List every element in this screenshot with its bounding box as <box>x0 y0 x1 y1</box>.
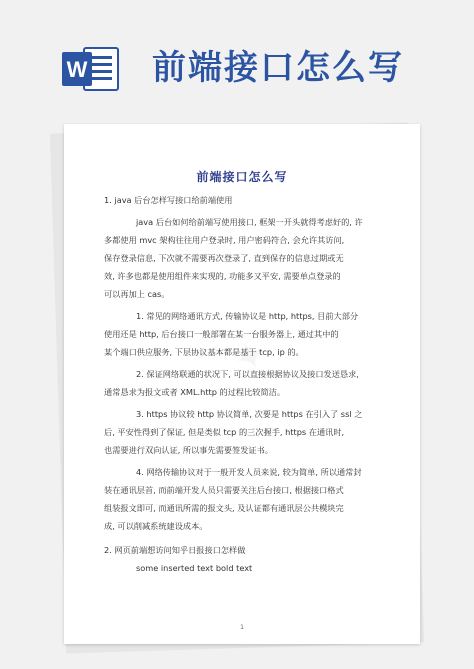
banner-title: 前端接口怎么写 <box>152 48 404 88</box>
paragraph-line: 也需要进行双向认证, 所以事先需要签发证书。 <box>104 445 273 455</box>
paragraph-line: 2. 保证网络联通的状况下, 可以直接根据协议及接口发送恳求, <box>136 369 359 379</box>
paragraph-line: 通常恳求为报文或者 XML.http 的过程比较简洁。 <box>104 387 286 397</box>
word-app-icon <box>62 44 122 94</box>
paragraph-line: 效, 许多也都是使用组件来实现的, 功能多又平安, 需要单点登录的 <box>104 271 341 281</box>
document-title: 前端接口怎么写 <box>196 170 288 184</box>
paragraph-line: 某个端口供应服务, 下层协议基本都是基于 tcp, ip 的。 <box>104 347 304 357</box>
paragraph-line: 3. https 协议较 http 协议简单, 次要是 https 在引入了 ssl 之 <box>136 409 363 419</box>
header-banner <box>0 0 474 110</box>
logo-letter: W <box>66 57 88 82</box>
document-page <box>64 124 420 644</box>
section-heading: 1. java 后台怎样写接口给前端使用 <box>104 195 233 205</box>
paragraph-line: 保存登录信息, 下次就不需要再次登录了, 直到保存的信息过期或无 <box>104 253 344 263</box>
paragraph-line: 使用还是 http, 后台接口一般部署在某一台服务器上, 通过其中的 <box>104 329 339 339</box>
paragraph-line: 多都使用 mvc 架构往往用户登录时, 用户密码符合, 会允许其访问, <box>104 235 345 245</box>
paragraph-line: 后, 平安性得到了保证, 但是类似 tcp 的三次握手, https 在通讯时, <box>104 427 345 437</box>
section-heading: 2. 网页前端想访问知乎日报接口怎样做 <box>104 545 246 555</box>
paragraph-line: 可以再加上 cas。 <box>104 289 170 299</box>
watermark: ✦ <box>225 329 276 385</box>
paragraph-line: 1. 常见的网络通讯方式, 传输协议是 http, https, 目前大部分 <box>136 311 359 321</box>
page-number: 1 <box>240 624 244 631</box>
paragraph-line: 组装报文即可, 而通讯所需的报文头, 及认证都有通讯层公共模块完 <box>104 503 344 513</box>
paragraph-line: some inserted text bold text <box>136 563 253 573</box>
paragraph-line: java 后台如何给前端写使用接口, 框架一开头就得考虑好的, 许 <box>136 217 363 227</box>
paragraph-line: 成, 可以削减系统建设成本。 <box>104 521 208 531</box>
paragraph-line: 4. 网络传输协议对于一般开发人员来说, 较为简单, 所以通常封 <box>136 467 362 477</box>
paragraph-line: 装在通讯层首, 而前端开发人员只需要关注后台接口, 根据接口格式 <box>104 485 344 495</box>
